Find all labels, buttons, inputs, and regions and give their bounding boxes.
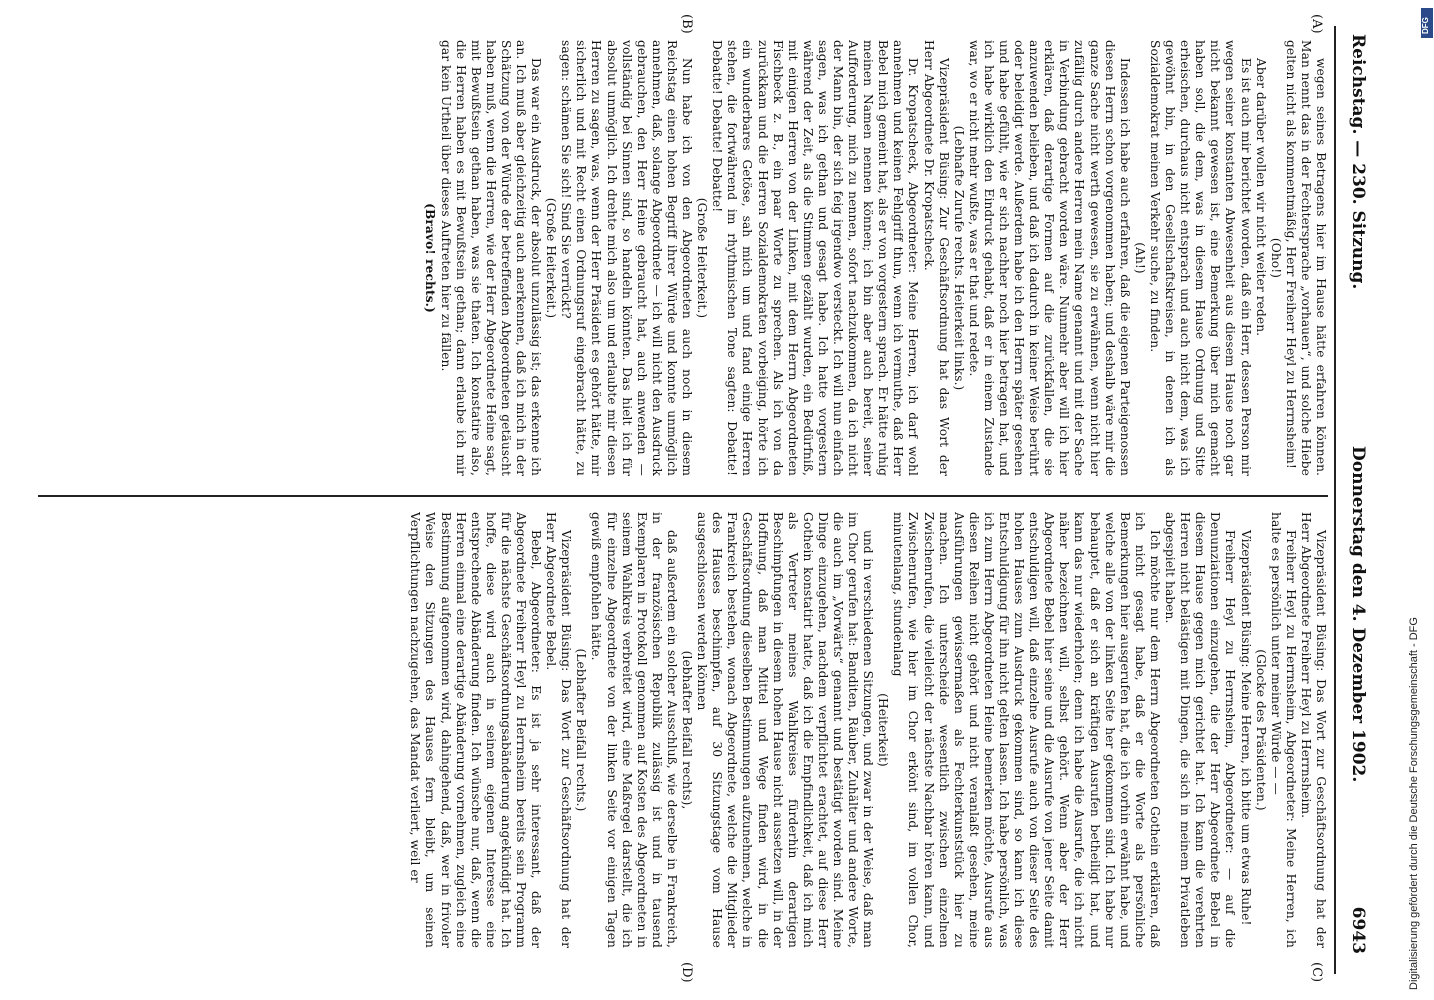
margin-marker-d: (D): [679, 962, 694, 983]
interjection: (Oho!): [1268, 237, 1283, 279]
paragraph: und in verschiedenen Sitzungen, und zwar in der Weise, daß man im Chor gerufen hat: Banditen, Räuber, Zuhälter und andere Worte, die auch im „Vorwärts“ genannt und bestätigt worden sind. Meine Dinge einzugehen, nachdem verpflichtet erachtet, auf diese Herr Gothein konstatirt hatte, daß ich die Empfindlichkeit, daß ich mich als Vertreter meines Wahlkreises fürderhin derartigen Beschimpfungen in diesem hohen Hause nicht aussetzen will, in der Hoffnung, daß man Mittel und Wege finden wird, in die Geschäftsordnung dieselben Bestimmungen aufzunehmen, welche in Frankreich bestehen, wonach Abgeordnete, welche die Mitglieder des Hauses beschimpfen, auf 30 Sitzungstage vom Hause ausgeschlossen werden können: [695, 512, 876, 948]
interjection: (Heiterkeit): [876, 693, 891, 767]
speaker-paragraph: Vizepräsident Büsing: Das Wort zur Geschäftsordnung hat der Herr Abgeordnete Bebel.: [544, 512, 574, 948]
digitization-note: [1400, 0, 1434, 1000]
paragraph: Ich möchte nur dem Herrn Abgeordneten Gothein erklären, daß ich nicht gesagt habe, daß er die Worte als persönliche Bemerkungen hier ausgerufen hat, die ich vorhin erwähnt habe, und welche alle von der linken Seite her gekommen sind. Ich habe nur behauptet, daß er sich an kräftigen Ausrufen betheiligt hat, und kann das nur wiederholen; denn ich habe die Ausrufe, die ich nicht näher bezeichnen will, selbst gehört. Wenn aber der Herr Abgeordnete Bebel hier seine und die Ausrufe von jener Seite damit entschuldigen will, daß einzelne Ausrufe auch von dieser Seite des hohen Hauses zum Ausdruck gekommen sind, so kann ich diese Entschuldigung für ihn nicht gelten lassen. Ich habe persönlich, was ich zum Herrn Abgeordneten Heine bemerken möchte, Ausrufe aus diesen Reihen nicht gehört und nicht veranlaßt gesehen, meine Ausführungen gewissermaßen als Fechterkunststück hier zu machen. Ich unterscheide wesentlich zwischen einzelnen Zwischenrufen, die vielleicht der nächste Nachbar hören kann, und Zwischenrufen, wie hier im Chor erkönt sind, im vollen Chor, minutenlang, stundenlang: [891, 512, 1162, 948]
paragraph: wegen seines Betragens hier im Hause hätte erfahren können. Man nennt das in der Fechtersprache „vorhauen“, und solche Hiebe gelten nicht als kommentmäßig, Herr Freiherr Heyl zu Herrnsheim!: [1283, 40, 1328, 476]
interjection: (Glocke des Präsidenten.): [1253, 649, 1268, 811]
speaker-paragraph: Vizepräsident Büsing: Meine Herren, ich bitte um etwas Ruhe!: [1238, 530, 1253, 926]
speaker-paragraph: Dr. Kropatscheck, Abgeordneter: Meine Herren, ich darf wohl annehmen und keinen Fehlgriff thun, wenn ich vermuthe, daß Herr Bebel mich gemeint hat, als er von vorgestern sprach. Er hätte ruhig meinen Namen nennen können; ich bin aber auch bereit, seiner Aufforderung, mich zu nennen, sofort nachzukommen, da ich nicht der Mann bin, der sich feig irgendwo versteckt. Ich will nun einfach sagen, was ich gethan und gesagt habe. Ich hatte vorgestern während der Zeit, als die Stimmen gezählt wurden, ein Bedürfniß, mit einigen Herren von der Linken, mit dem Herrn Abgeordneten Fischbeck z. B., ein paar Worte zu sprechen. Als ich von da zurückkam und die Herren Sozialdemokraten vorbeiging, hörte ich ein wunderbares Getöse, sah mich um und fand einige Herren stehen, die fortwährend im rhythmischen Tone sagten: Debatte! Debatte! Debatte! Debatte!: [710, 40, 921, 476]
interjection: (Lebhafte Zurufe rechts. Heiterkeit links.): [951, 125, 966, 391]
speaker-paragraph: Bebel, Abgeordneter: Es ist ja sehr interessant, daß der Abgeordnete Freiherr Heyl zu Herrnsheim bereits sein Programm für die nächste Geschäftsordnungsabänderung angekündigt hat. Ich hoffe, diese wird auch in seinem eigenen Interesse eine entsprechende Abänderung finden. Ich wünsche nur, daß, wenn die Herren einmal eine derartige Abänderung vornehmen, zugleich eine Bestimmung aufgenommen wird, dahingehend, daß, wer in frivoler Weise den Sitzungen des Hauses fern bleibt, um seinen Verpflichtungen nachzugehen, das Mandat verliert, weil er: [408, 512, 544, 948]
left-text-column: [38, 40, 1328, 476]
page-number: 6943: [1348, 906, 1368, 954]
dfg-credit-text: Digitalisierung gefördert durch die Deutsche Forschungsgemeinschaft - DFG: [1408, 617, 1420, 990]
margin-marker-a: (A): [1309, 14, 1324, 34]
header-left: Reichstag. — 230. Sitzung.: [1348, 34, 1368, 290]
dfg-logo-text: DFG: [1421, 17, 1430, 34]
header-date: Donnerstag den 4. Dezember 1902.: [1348, 446, 1368, 783]
interjection: (Große Heiterkeit.): [544, 197, 559, 319]
column-divider: [38, 495, 1328, 497]
paragraph: Das war ein Ausdruck, der absolut unzulässig ist; das erkenne ich an. Ich muß aber gleichzeitig auch anerkennen, daß ich mich in der Schätzung von der Würde der betreffenden Abgeordneten getäuscht haben muß, wenn die Herren, wie der Herr Abgeordnete Heine sagt, mit Bewußtsein gethan haben, was sie thaten. Ich konstatire also, die Herren haben es mit Bewußtsein gethan; dann erlaube ich mir gar kein Urtheil über dieses Auftreten hier zu fällen.: [438, 40, 544, 476]
right-text-column: [38, 512, 1328, 948]
margin-marker-c: (C): [1309, 962, 1324, 983]
margin-marker-b: (B): [679, 14, 694, 34]
interjection: (Ah!): [1132, 242, 1147, 274]
paragraph: daß außerdem ein solcher Ausschluß, wie derselbe in Frankreich, in der französischen Republik zulässig ist und in tausend Exemplaren in Protokoll genommen auf Kosten des Abgeordneten in seinem Wahlkreis verbreitet wird, eine Maßregel darstellt, die ich für einzelne Abgeordnete von der linken Seite vor einigen Tagen gewiß empfohlen hätte.: [589, 512, 679, 948]
paragraph: Aber darüber wollen wir nicht weiter reden.: [1253, 58, 1268, 337]
paragraph: Indessen ich habe auch erfahren, daß die eigenen Parteigenossen diesen Herrn schon vorgenommen haben; und deshalb wäre mir die ganze Sache nicht werth gewesen, sie zu erwähnen, wenn nicht hier zufällig durch andere Herren mein Name genannt und mit der Sache in Verbindung gebracht worden wäre. Nunmehr aber will ich hier erklären, daß derartige Formen auf die zurückfallen, die sie anzuwenden belieben, und daß ich dadurch in keiner Weise berührt oder beleidigt werde. Außerdem habe ich den Herrn später gesehen und habe gefühlt, wie er sich nachher noch hier betragen hat, und ich habe wirklich den Eindruck gehabt, daß er in einem Zustande war, wo er nicht mehr wußte, was er that und redete.: [966, 40, 1132, 476]
interjection: (lebhafter Beifall rechts),: [680, 650, 695, 810]
dfg-logo: [1421, 8, 1433, 38]
interjection: (Lebhafter Beifall rechts.): [574, 648, 589, 812]
page-header: [1334, 26, 1380, 974]
speaker-paragraph: Vizepräsident Büsing: Das Wort zur Geschäftsordnung hat der Herr Abgeordnete Freiherr Heyl zu Herrnsheim.: [1298, 512, 1328, 948]
speaker-paragraph: Freiherr Heyl zu Herrnsheim, Abgeordneter: — auf die Denunziationen einzugehen, die der Herr Abgeordnete Bebel in diesem Hause gegen mich gerichtet hat. Ich kann die verehrten Herren nicht belästigen mit Dingen, die sich in meinem Privatleben abgespielt haben.: [1163, 512, 1238, 948]
paragraph: Es ist auch mir berichtet worden, daß ein Herr, dessen Person mir wegen seiner konstanten Abwesenheit aus diesem Hause noch gar nicht bekannt gewesen ist, eine Bemerkung über mich gemacht haben soll, die dem, was in diesem Hause Ordnung und Sitte erheischen, durchaus nicht entsprach und auch nicht dem, was ich gewöhnt bin, in den Gesellschaftskreisen, in denen ich als Sozialdemokrat meinen Verkehr suche, zu finden.: [1147, 40, 1253, 476]
interjection: (Bravo! rechts.): [423, 203, 438, 313]
speaker-paragraph: Freiherr Heyl zu Herrnsheim, Abgeordneter: Meine Herren, ich halte es persönlich unter meiner Würde — —: [1268, 512, 1298, 948]
interjection: (Große Heiterkeit.): [695, 197, 710, 319]
speaker-paragraph: Vizepräsident Büsing: Zur Geschäftsordnung hat das Wort der Herr Abgeordnete Dr. Kropatscheck.: [921, 40, 951, 476]
paragraph: Nun habe ich von den Abgeordneten auch noch in diesem Reichstag einen hohen Begriff ihrer Würde und konnte unmöglich annehmen, daß, solange Abgeordnete — ich will nicht den Ausdruck gebrauchen, den Herr Heine gebraucht hat, auch anwenden — vollständig bei Sinnen sind, so handeln könnten. Das hielt ich für absolut unmöglich. Ich drehte mich also um und erlaubte mir diesen Herren zu sagen, was, wenn der Herr Präsident es gehört hätte, mir sicherlich und mit Recht einen Ordnungsruf eingebracht hätte, zu sagen: schämen Sie sich! Sind Sie verrückt?: [559, 40, 695, 476]
